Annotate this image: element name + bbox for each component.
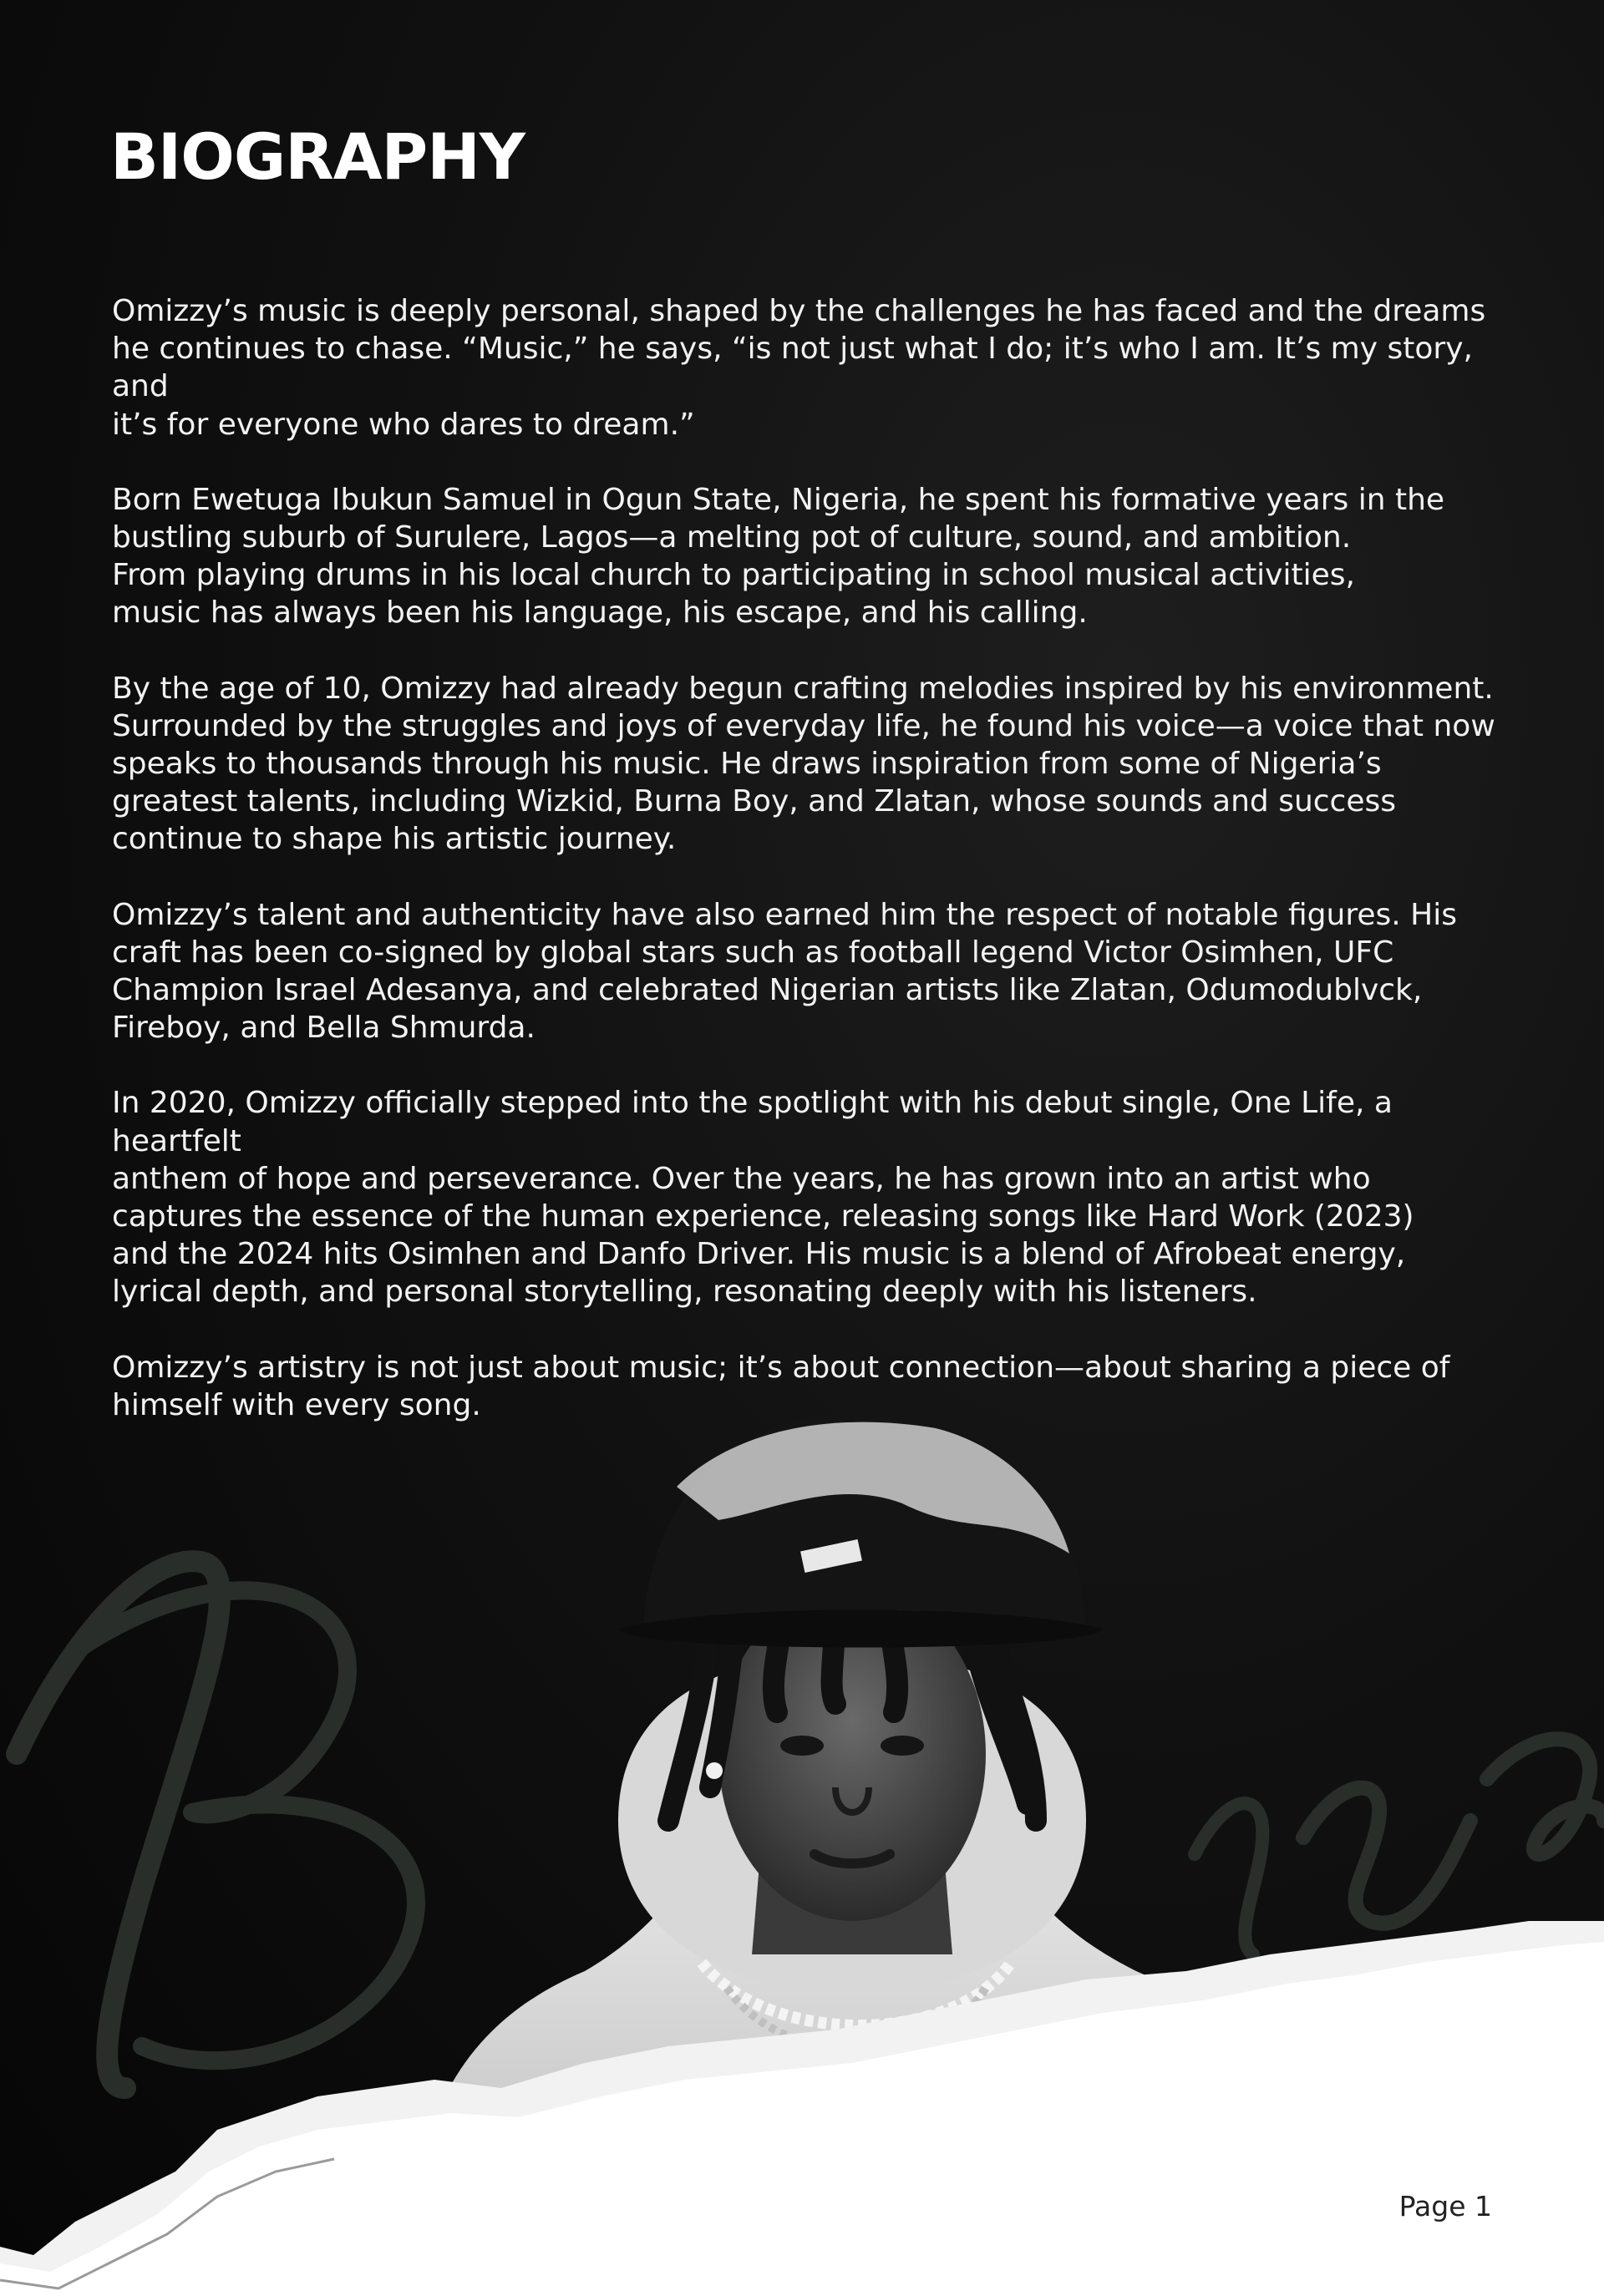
- bio-paragraph: Omizzy’s talent and authenticity have also earned him the respect of notable figures. His craft has been co-signed by global stars such as football legend Victor Osimhen, UFC Champion Israel Adesanya, and celebrated Nigerian artists like Zlatan, Odumodublvck, Fireboy, and Bella Shmurda.: [112, 897, 1457, 1046]
- page-number: Page 1: [1398, 2190, 1492, 2223]
- bio-paragraph: In 2020, Omizzy officially stepped into the spotlight with his debut single, One Life, a heartfelt anthem of hope and perseverance. Over the years, he has grown into an artist who captures the essence of the human experience, releasing songs like Hard Work (2023) and the 2024 hits Osimhen and Danfo Driver. His music is a blend of Afrobeat energy, lyrical depth, and personal storytelling, resonating deeply with his listeners.: [112, 1086, 1414, 1310]
- bio-paragraph: Omizzy’s music is deeply personal, shaped by the challenges he has faced and the dreams he continues to chase. “Music,” he says, “is not just what I do; it’s who I am. It’s my story, and it’s for everyone who dares to dream.”: [112, 294, 1486, 442]
- bio-paragraph: By the age of 10, Omizzy had already begun crafting melodies inspired by his environment. Surrounded by the struggles and joys of everyday life, he found his voice—a voice that now speaks to thousands through his music. He draws inspiration from some of Nigeria’s greatest talents, including Wizkid, Burna Boy, and Zlatan, whose sounds and success continue to shape his artistic journey.: [112, 671, 1495, 857]
- bio-paragraph: Omizzy’s artistry is not just about music; it’s about connection—about sharing a piece of himself with every song.: [112, 1350, 1450, 1422]
- torn-paper-edge: [0, 1921, 1604, 2296]
- page-title: BIOGRAPHY: [110, 119, 525, 194]
- bio-paragraph: Born Ewetuga Ibukun Samuel in Ogun State, Nigeria, he spent his formative years in the bustling suburb of Surulere, Lagos—a melting pot of culture, sound, and ambition. From playing drums in his local church to participating in school musical activities, music has always been his language, his escape, and his calling.: [112, 482, 1445, 631]
- biography-text: [112, 292, 1499, 1462]
